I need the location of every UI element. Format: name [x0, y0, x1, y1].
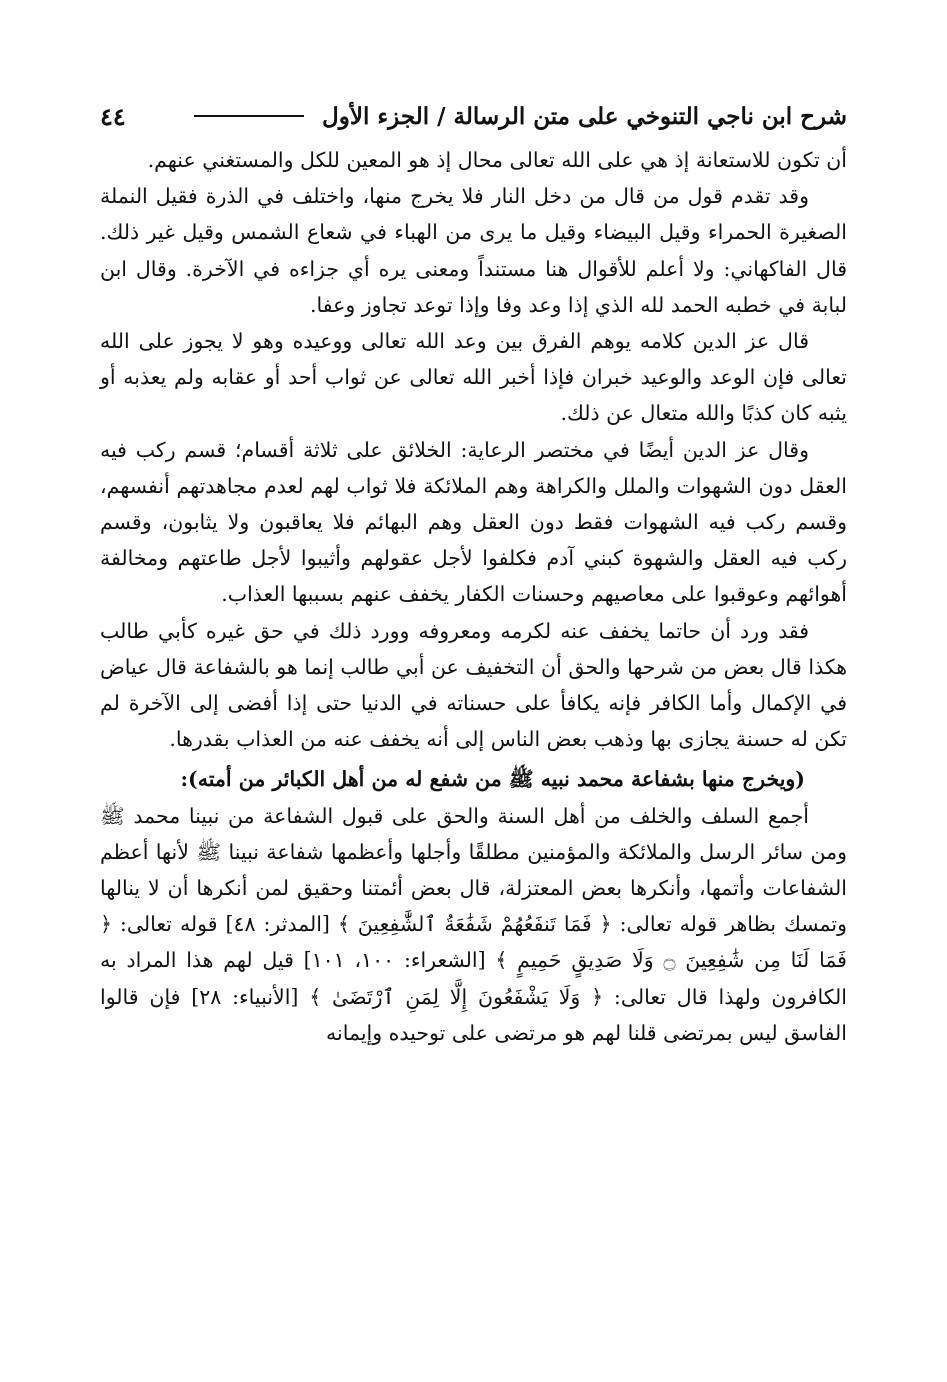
- paragraph-6: أجمع السلف والخلف من أهل السنة والحق على قبول الشفاعة من نبينا محمد ﷺ ومن سائر الرسل والملائكة والمؤمنين مطلقًا وأجلها وأعظمها شفاعة نبينا ﷺ لأنها أعظم الشفاعات وأتمها، وأنكرها بعض المعتزلة، قال بعض أئمتنا وحقيق لمن أنكرها أن لا ينالها وتمسك بظاهر قوله تعالى: ﴿ فَمَا تَنفَعُهُمْ شَفَٰعَةُ ٱلشَّٰفِعِينَ ﴾ [المدثر: ٤٨] قوله تعالى: ﴿ فَمَا لَنَا مِن شَٰفِعِينَ ۝ وَلَا صَدِيقٍ حَمِيمٍ ﴾ [الشعراء: ١٠٠، ١٠١] قيل لهم هذا المراد به الكافرون ولهذا قال تعالى: ﴿ وَلَا يَشْفَعُونَ إِلَّا لِمَنِ ٱرْتَضَىٰ ﴾ [الأنبياء: ٢٨] فإن قالوا الفاسق ليس بمرتضى قلنا لهم هو مرتضى على توحيده وإيمانه: [100, 803, 847, 1045]
- paragraph-1: أن تكون للاستعانة إذ هي على الله تعالى محال إذ هو المعين للكل والمستغني عنهم.: [147, 148, 847, 172]
- header-rule: [194, 115, 304, 117]
- paragraph-3: قال عز الدين كلامه يوهم الفرق بين وعد الله تعالى ووعيده وهو لا يجوز على الله تعالى فإن الوعد والوعيد خبران فإذا أخبر الله تعالى عن ثواب أحد أو عقابه ولم يعذبه أو يثبه كان كذبًا والله متعال عن ذلك.: [100, 329, 847, 426]
- paragraph-5: فقد ورد أن حاتما يخفف عنه لكرمه ومعروفه وورد ذلك في حق غيره كأبي طالب هكذا قال بعض من شرحها والحق أن التخفيف عن أبي طالب إنما هو بالشفاعة قال عياض في الإكمال وأما الكافر فإنه يكافأ على حسناته في الدنيا حتى إذا أفضى إلى الآخرة لم تكن له حسنة يجازى بها وذهب بعض الناس إلى أنه يخفف عنه من العذاب بقدرها.: [100, 618, 847, 752]
- header-title-group: [194, 103, 847, 130]
- body-text: [100, 142, 847, 1051]
- page-number: ٤٤: [100, 101, 126, 131]
- paragraph-2: وقد تقدم قول من قال من دخل النار فلا يخرج منها، واختلف في الذرة فقيل النملة الصغيرة الحمراء وقيل البيضاء وقيل ما يرى من الهباء في شعاع الشمس وقيل غير ذلك. قال الفاكهاني: ولا أعلم للأقوال هنا مستنداً ومعنى يره أي جزاءه في الآخرة. وقال ابن لبابة في خطبه الحمد لله الذي إذا وعد وفا وإذا توعد تجاوز وعفا.: [100, 184, 847, 317]
- paragraph-4: وقال عز الدين أيضًا في مختصر الرعاية: الخلائق على ثلاثة أقسام؛ قسم ركب فيه العقل دون الشهوات والملل والكراهة وهم الملائكة فلا ثواب لهم لعدم مجاهدتهم أنفسهم، وقسم ركب فيه الشهوات فقط دون العقل وهم البهائم فلا يعاقبون ولا يثابون، وقسم ركب فيه العقل والشهوة كبني آدم فكلفوا لأجل عقولهم وأثيبوا لأجل طاعتهم ومخالفة أهوائهم وعوقبوا على معاصيهم وحسنات الكفار يخفف عنهم بسببها العذاب.: [100, 437, 847, 607]
- header-title: شرح ابن ناجي التنوخي على متن الرسالة / الجزء الأول: [322, 102, 847, 130]
- running-header: [100, 96, 847, 136]
- section-heading: (ويخرج منها بشفاعة محمد نبيه ﷺ من شفع له من أهل الكبائر من أمته):: [180, 767, 805, 792]
